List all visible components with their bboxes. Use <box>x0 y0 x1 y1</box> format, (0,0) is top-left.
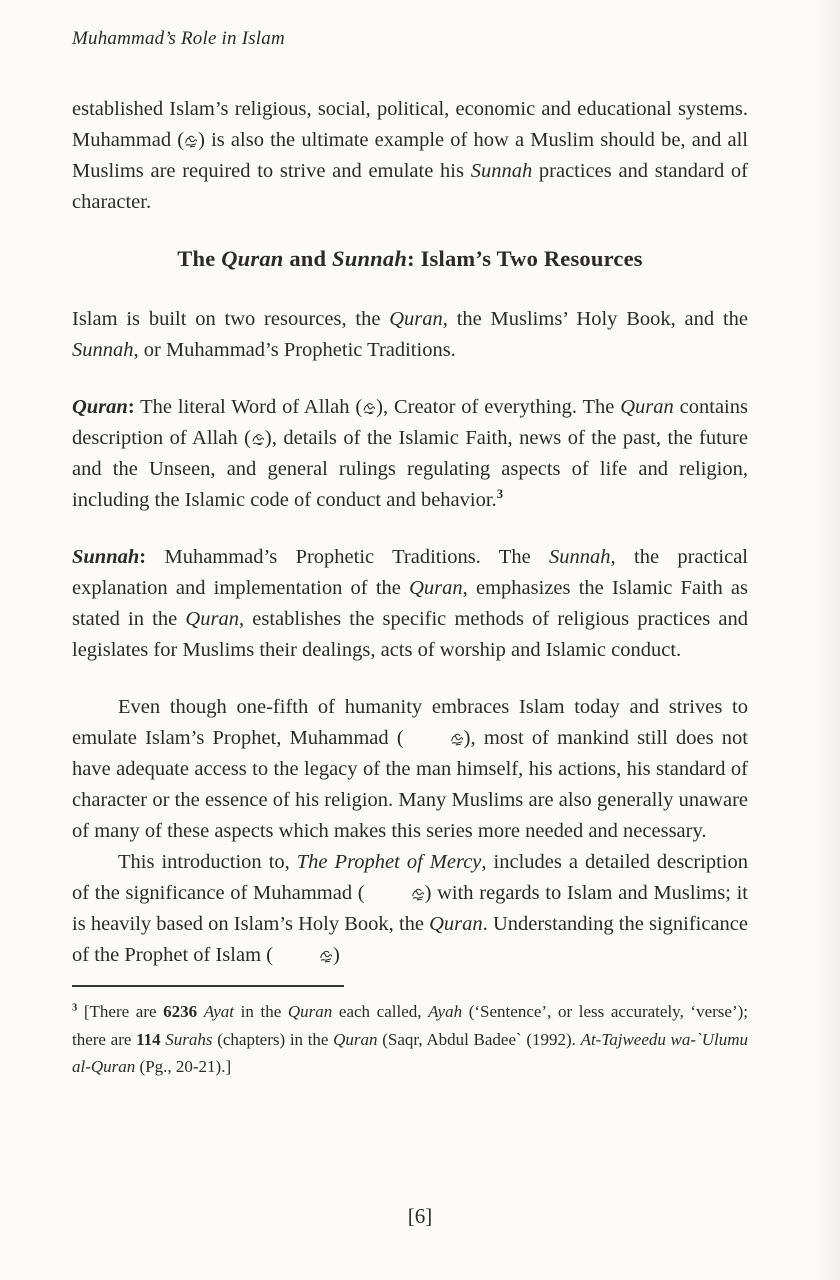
honorific-saw-icon <box>184 133 198 149</box>
footnote-divider <box>72 985 344 987</box>
footnote: $^3$ [There are 6236 Ayat in the Quran each called, Ayah (‘Sentence’, or less accurately, ‘verse’); there are 114 Surahs (chapters) in the Quran (Saqr, Abdul Badee` (1992). At-Tajweedu wa-`Ulumu al-Quran (Pg., 20-21).] <box>72 1002 749 1076</box>
paragraph-quran-definition: Quran: The literal Word of Allah ( ), Creator of everything. The Quran contains description of Allah ( ), details of the Islamic Faith, news of the past, the future and the Unseen, and general rulings regulating aspects of life and religion, including the Islamic code of conduct and behavior.$^3$ <box>72 396 748 511</box>
paragraph-this-introduction: This introduction to, The Prophet of Mercy, includes a detailed description of the significance of Muhammad ( ) with regards to Islam and Muslims; it is heavily based on Islam’s Holy Book, the Quran. Understanding the significance of the Prophet of Islam ( ) <box>72 851 748 966</box>
honorific-saw-icon <box>365 886 425 902</box>
paragraph-sunnah-definition: Sunnah: Muhammad’s Prophetic Traditions. The Sunnah, the practical explanation and implementation of the Quran, emphasizes the Islamic Faith as stated in the Quran, establishes the specific methods of religious practices and legislates for Muslims their dealings, acts of worship and Islamic conduct. <box>72 546 748 661</box>
honorific-saw-icon <box>273 948 333 964</box>
honorific-swt-icon <box>251 431 265 447</box>
paragraph-even-though: Even though one-fifth of humanity embraces Islam today and strives to emulate Islam’s Prophet, Muhammad ( ), most of mankind still does not have adequate access to the legacy of the man himself, his actions, his standard of character or the essence of his religion. Many Muslims are also generally unaware of many of these aspects which makes this series more needed and necessary. <box>72 696 748 842</box>
page-number: [6] <box>407 1204 433 1228</box>
running-header: Muhammad’s Role in Islam <box>72 28 285 49</box>
honorific-saw-icon <box>404 731 464 747</box>
honorific-swt-icon <box>362 400 376 416</box>
section-heading: The Quran and Sunnah: Islam’s Two Resources <box>177 246 643 271</box>
page-body <box>72 94 748 1081</box>
paragraph-intro: established Islam’s religious, social, political, economic and educational systems. Muhammad ( ) is also the ultimate example of how a Muslim should be, and all Muslims are required to strive and emulate his Sunnah practices and standard of character. <box>72 98 748 213</box>
paragraph-two-resources: Islam is built on two resources, the Quran, the Muslims’ Holy Book, and the Sunnah, or Muhammad’s Prophetic Traditions. <box>72 308 748 361</box>
